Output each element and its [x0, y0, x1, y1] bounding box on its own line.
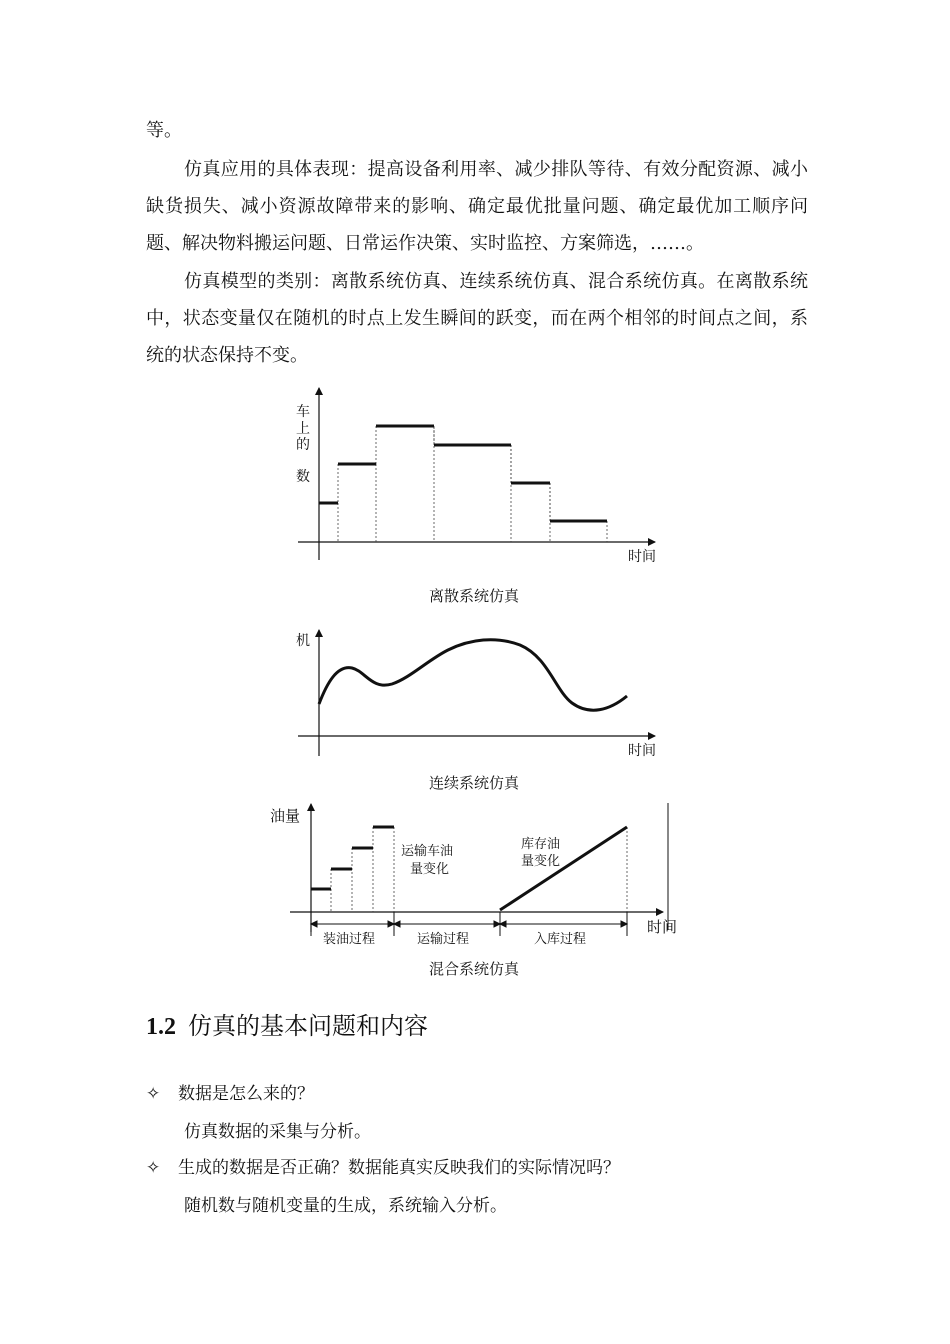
question-item-2 [146, 1153, 620, 1183]
continuous-ylabel: 机 [296, 633, 310, 649]
continuous-chart [296, 630, 656, 759]
diamond-star-icon: ✧ [146, 1084, 161, 1104]
hybrid-caption: 混合系统仿真 [428, 960, 519, 978]
discrete-ylabel-3: 的 [296, 437, 310, 453]
hybrid-phase-loading: 装油过程 [323, 932, 376, 947]
section-title: 仿真的基本问题和内容 [188, 1012, 428, 1040]
question-text-2: 生成的数据是否正确？数据能真实反映我们的实际情况吗？ [178, 1158, 620, 1178]
section-number: 1.2 [146, 1014, 176, 1040]
hybrid-phase-storage: 入库过程 [534, 932, 587, 947]
hybrid-xlabel: 时间 [647, 918, 678, 936]
discrete-caption: 离散系统仿真 [428, 587, 519, 605]
discrete-step-dividers [338, 426, 607, 542]
hybrid-loading-levels [311, 827, 394, 889]
hybrid-storage-ramp [500, 827, 627, 910]
answer-text-2: 随机数与随机变量的生成，系统输入分析。 [184, 1196, 507, 1216]
hybrid-ylabel: 油量 [270, 807, 301, 825]
discrete-chart [296, 388, 656, 565]
hybrid-truck-annotation-1: 运输车油 [401, 844, 454, 859]
hybrid-chart [270, 803, 677, 947]
paragraph-model-types: 仿真模型的类别：离散系统仿真、连续系统仿真、混合系统仿真。在离散系统中，状态变量仅在随机的时点上发生瞬间的跃变，而在两个相邻的时间点之间，系统的状态保持不变。 [146, 271, 808, 366]
discrete-ylabel-4: 数 [296, 469, 310, 485]
paragraph-continuation: 等。 [146, 120, 182, 141]
continuous-caption: 连续系统仿真 [428, 774, 519, 792]
paragraph-applications: 仿真应用的具体表现：提高设备利用率、减少排队等待、有效分配资源、减小缺货损失、减小资源故障带来的影响、确定最优批量问题、确定最优加工顺序问题、解决物料搬运问题、日常运作决策、实时监控、方案筛选，……。 [146, 159, 808, 254]
answer-text-1: 仿真数据的采集与分析。 [184, 1122, 371, 1142]
hybrid-storage-annotation-2: 量变化 [521, 854, 561, 869]
continuous-curve [319, 640, 627, 710]
hybrid-phase-transport: 运输过程 [417, 932, 470, 947]
diamond-star-icon: ✧ [146, 1158, 161, 1178]
question-text-1: 数据是怎么来的？ [178, 1084, 314, 1104]
discrete-xlabel: 时间 [628, 549, 656, 565]
hybrid-phase-arrows [311, 921, 627, 927]
question-item-1 [146, 1079, 314, 1109]
discrete-ylabel-1: 车 [296, 404, 310, 420]
hybrid-storage-annotation-1: 库存油 [521, 837, 561, 852]
discrete-ylabel-2: 上 [296, 421, 310, 437]
discrete-levels [319, 426, 607, 521]
section-heading [146, 1008, 428, 1045]
continuous-xlabel: 时间 [628, 743, 656, 759]
hybrid-step-dividers [331, 827, 627, 912]
hybrid-truck-annotation-2: 量变化 [410, 862, 450, 877]
